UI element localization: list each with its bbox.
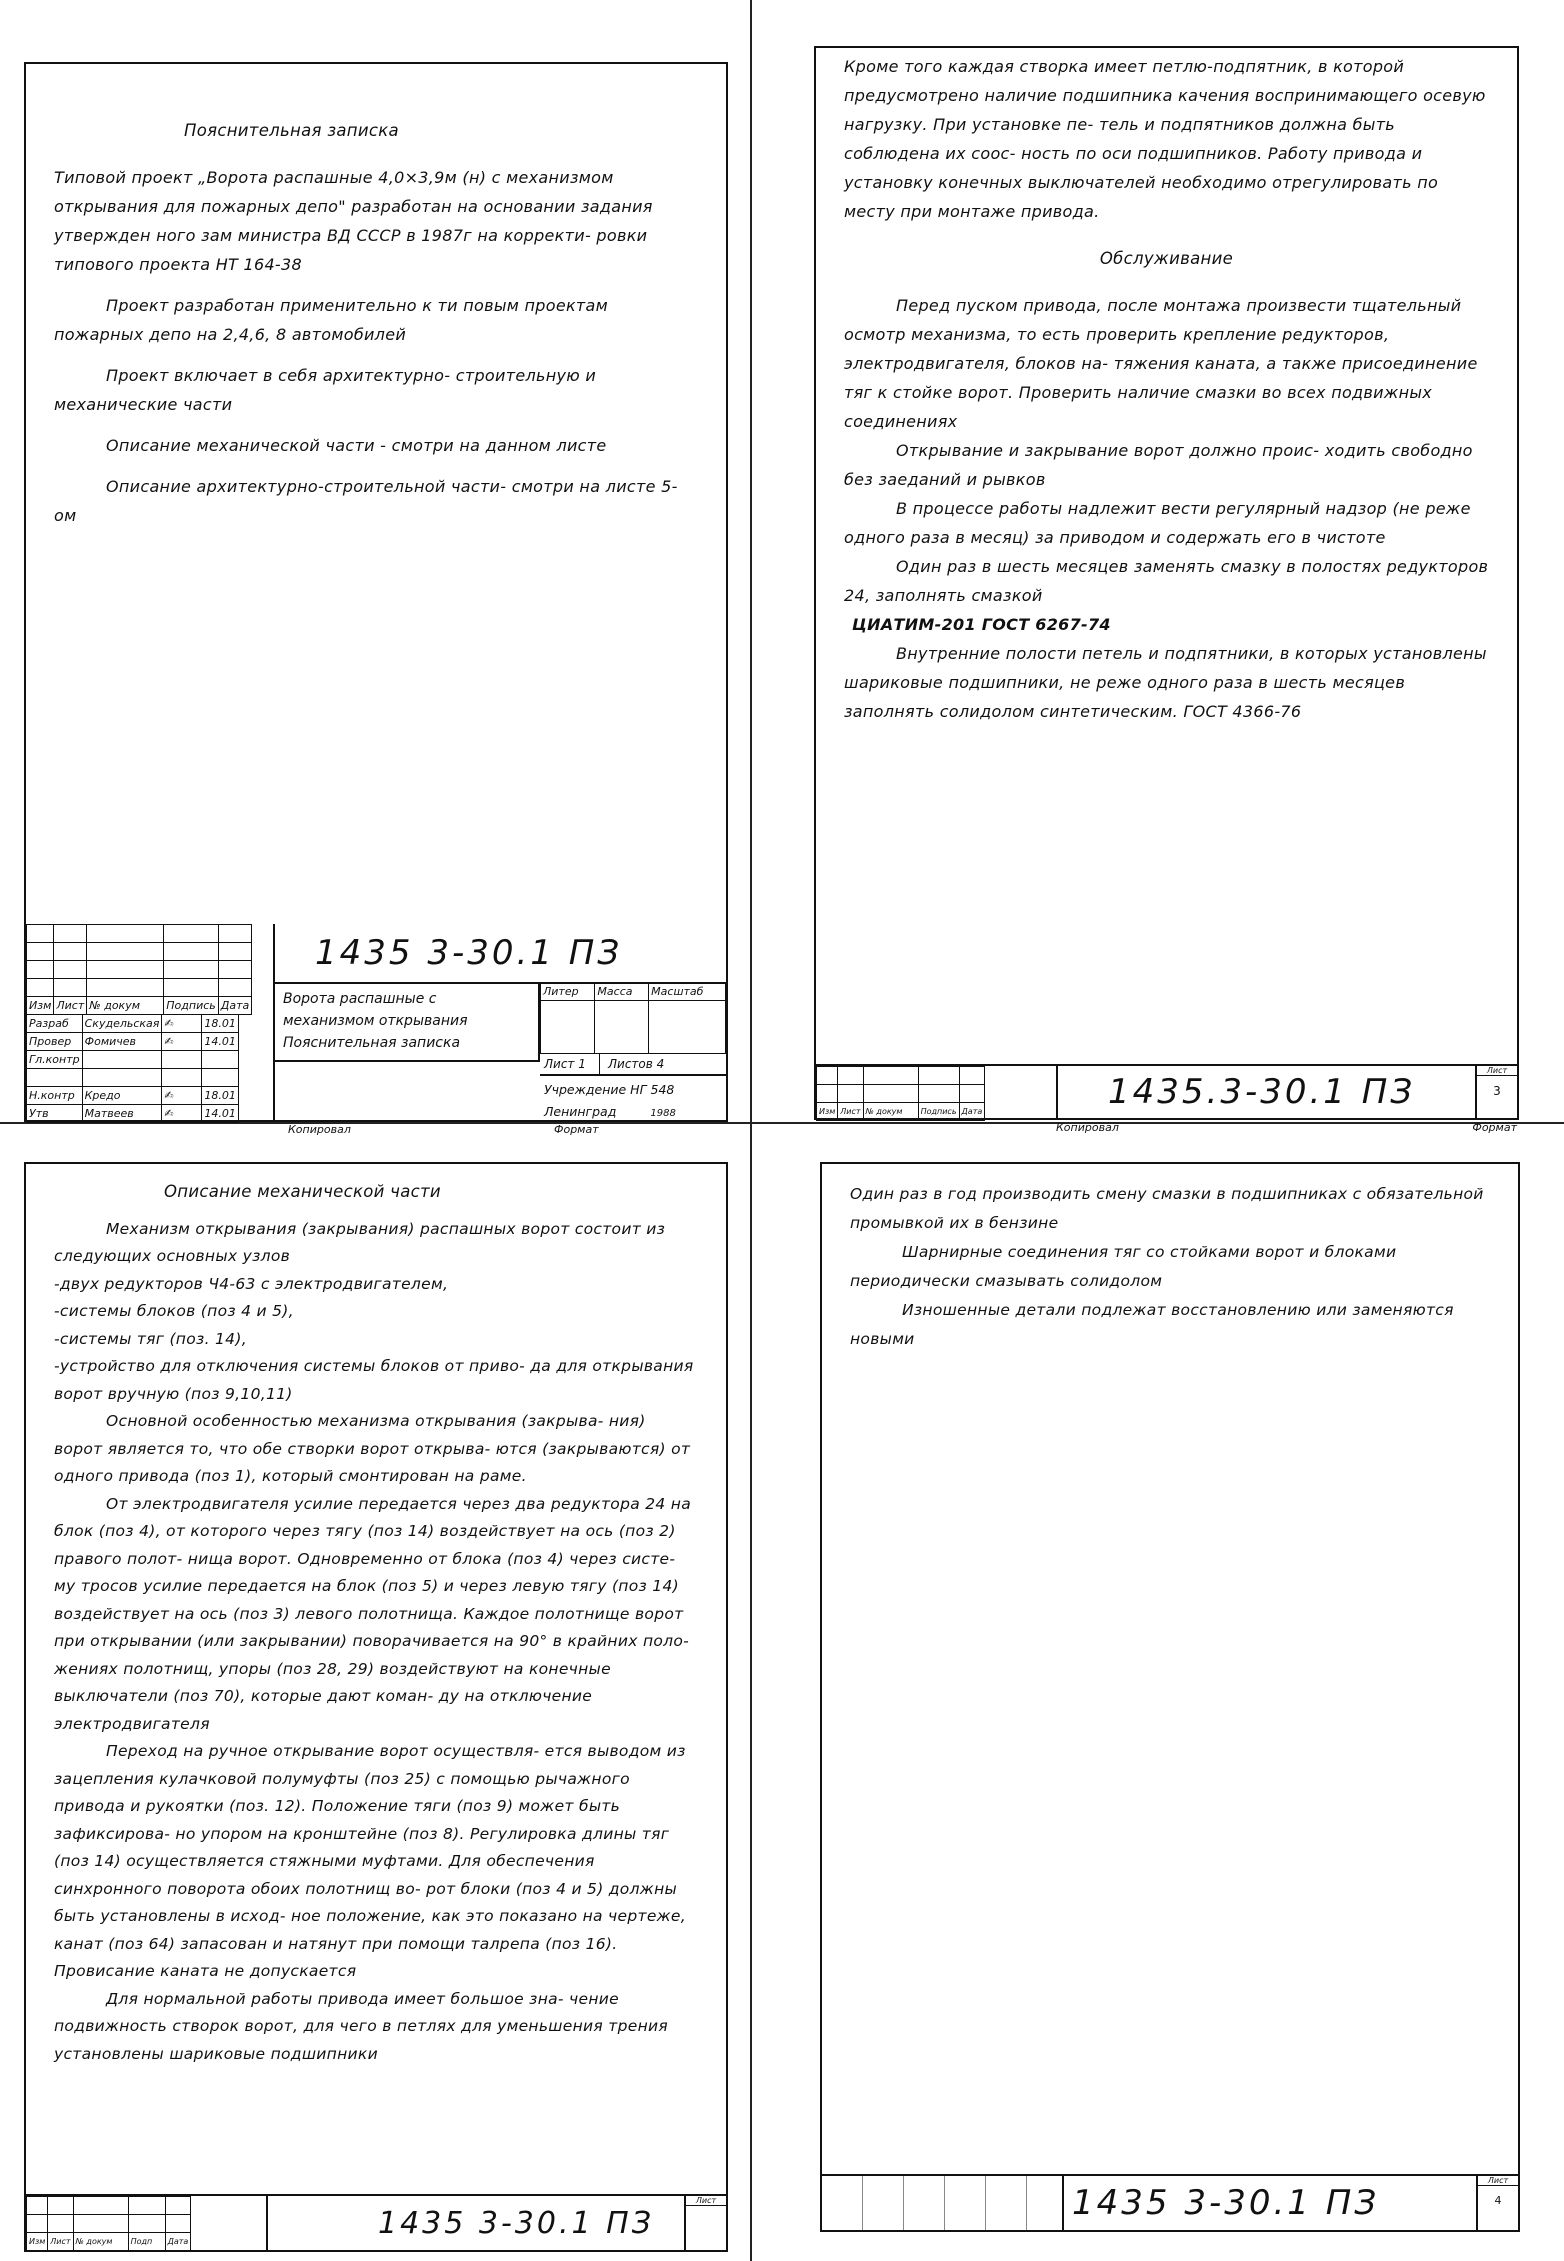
paragraph: Кроме того каждая створка имеет петлю-подпятник, в которой предусмотрено наличие подшипника качения воспринимающего осевую нагрузку. При установке пе- тель и подпятников должна быть соблюдена их соос- ность по оси подшипников. Работу привода и установку конечных выключателей необходимо отрегулировать по месту при монтаже привода. — [844, 57, 1492, 221]
name-line: Ворота распашные с — [283, 991, 437, 1007]
revision-table — [26, 2196, 191, 2251]
paragraph: Открывание и закрывание ворот должно проис- ходить свободно без заеданий и рывков — [844, 441, 1479, 489]
paragraph: Типовой проект „Ворота распашные 4,0×3,9м (н) с механизмом открывания для пожарных депо" разработан на основании задания утвержден ного зам министра ВД СССР в 1987г на корректи- ровки типового проекта НТ 164-38 — [54, 168, 659, 274]
copied-label: Копировал — [288, 1123, 351, 1136]
paragraph: От электродвигателя усилие передается через два редуктора 24 на блок (поз 4), от которого через тягу (поз 14) воздействует на ось (поз 2) правого полот- нища ворот. Одновременно от блока (поз 4) через систе- му тросов усилие передается на блок (поз 5) и через левую тягу (поз 14) воздействует на ось (поз 3) левого полотнища. Каждое полотнище ворот при открывании (или закрывании) поворачивается на 90° в крайних поло- жениях полотнищ, упоры (поз 28, 29) воздействуют на конечные выключатели (поз 70), которые дают коман- ду на отключение электродвигателя — [54, 1494, 697, 1733]
paragraph: Перед пуском привода, после монтажа произвести тщательный осмотр механизма, то есть проверить крепление редукторов, электродвигателя, блоков на- тяжения каната, а также присоединение тяг к стойке ворот. Проверить наличие смазки во всех подвижных соединениях — [844, 296, 1483, 431]
list-item: -двух редукторов Ч4-63 с электродвигателем, — [54, 1274, 449, 1293]
title-block-right — [273, 924, 726, 1120]
document-name — [275, 982, 540, 1062]
name: Матвеев — [82, 1105, 162, 1123]
paragraph: Основной особенностью механизма открывания (закрыва- ния) ворот является то, что обе створки ворот открыва- ются (закрываются) от одного привода (поз 1), который смонтирован на раме. — [54, 1412, 696, 1485]
organization — [540, 1076, 726, 1128]
section-heading: Обслуживание — [1099, 249, 1234, 268]
role: Провер — [27, 1033, 83, 1051]
role: Разраб — [27, 1015, 83, 1033]
col-doc: № докум — [863, 1103, 918, 1121]
title-block — [26, 2194, 726, 2250]
revision-table — [822, 2176, 1064, 2230]
title-block — [26, 924, 726, 1120]
col-date: Дата — [959, 1103, 985, 1121]
mass-label: Масса — [595, 983, 649, 1001]
sheets-count: Листов 4 — [608, 1057, 665, 1071]
col-sign: Подпись — [164, 997, 218, 1015]
list-item: -системы блоков (поз 4 и 5), — [54, 1302, 294, 1320]
format-label: Формат — [1472, 1121, 1517, 1134]
role: Н.контр — [27, 1087, 83, 1105]
paragraph: В процессе работы надлежит вести регулярный надзор (не реже одного раза в месяц) за приводом и содержать его в чистоте — [844, 499, 1477, 547]
sheet-2-body — [816, 48, 1517, 726]
signature: ✍ — [162, 1033, 202, 1051]
designation: 1435 3-30.1 ПЗ — [266, 2196, 686, 2250]
list-item: -устройство для отключения системы блоков от приво- да для открывания ворот вручную (поз 9,10,11) — [54, 1357, 694, 1403]
sheet-label: Лист 1 — [540, 1054, 600, 1074]
col-doc: № докум — [73, 2233, 128, 2251]
name-line: Пояснительная записка — [283, 1035, 461, 1051]
col-izm: Изм — [27, 2233, 48, 2251]
sheet-number-box — [1476, 2176, 1518, 2230]
paragraph: Один раз в шесть месяцев заменять смазку в полостях редукторов 24, заполнять смазкой — [844, 557, 1494, 605]
grease-spec: ЦИАТИМ-201 ГОСТ 6267-74 — [852, 615, 1111, 634]
page-divider-vertical — [750, 0, 752, 2261]
name: Скудельская — [82, 1015, 162, 1033]
paragraph: Переход на ручное открывание ворот осуществля- ется выводом из зацепления кулачковой полумуфты (поз 25) с помощью рычажного привода и рукоятки (поз. 12). Положение тяги (поз 9) может быть зафиксирова- но упором на кронштейне (поз 8). Регулировка длины тяг (поз 14) осуществляется стяжными муфтами. Для обеспечения синхронного поворота обоих полотнищ во- рот блоки (поз 4 и 5) должны быть установлены в исход- ное положение, как это показано на чертеже, канат (поз 64) запасован и натянут при помощи талрепа (поз 16). Провисание каната не допускается — [54, 1742, 692, 1980]
city: Ленинград — [544, 1104, 617, 1119]
name-line: механизмом открывания — [283, 1013, 468, 1029]
sheet-3-body — [26, 1164, 726, 2068]
sheet-1-title: Пояснительная записка — [184, 121, 399, 140]
sheet-number-box — [1475, 1066, 1517, 1118]
paragraph: Шарнирные соединения тяг со стойками ворот и блоками периодически смазывать солидолом — [850, 1243, 1402, 1290]
title-block — [816, 1064, 1517, 1118]
paragraph: Проект включает в себя архитектурно- строительную и механические части — [54, 366, 602, 414]
date: 14.01 — [202, 1105, 239, 1123]
col-list: Лист — [838, 1103, 863, 1121]
paragraph: Описание механической части - смотри на данном листе — [106, 436, 607, 455]
scale-label: Масштаб — [649, 983, 726, 1001]
col-sign: Подп — [128, 2233, 165, 2251]
sheet-number: 4 — [1494, 2194, 1502, 2207]
paragraph: Изношенные детали подлежат восстановлению или заменяются новыми — [850, 1301, 1459, 1348]
signature: ✍ — [162, 1015, 202, 1033]
list-item: -системы тяг (поз. 14), — [54, 1329, 247, 1348]
name: Фомичев — [82, 1033, 162, 1051]
col-date: Дата — [218, 997, 251, 1015]
col-doc: № докум — [87, 997, 164, 1015]
col-sign: Подпись — [918, 1103, 959, 1121]
sheet-4 — [820, 1162, 1520, 2232]
role: Утв — [27, 1105, 83, 1123]
sheet-label: Лист — [1477, 1066, 1517, 1076]
signature-table — [26, 1014, 239, 1123]
sheet-label: Лист — [686, 2196, 726, 2206]
paragraph: Один раз в год производить смену смазки в подшипниках с обязательной промывкой их в бензине — [850, 1185, 1489, 1232]
col-izm: Изм — [27, 997, 54, 1015]
paragraph: Внутренние полости петель и подпятники, в которых установлены шариковые подшипники, не реже одного раза в шесть месяцев заполнять солидолом синтетическим. ГОСТ 4366-76 — [844, 644, 1493, 721]
sheet-number: 3 — [1493, 1084, 1501, 1098]
name: Кредо — [82, 1087, 162, 1105]
date: 18.01 — [202, 1015, 239, 1033]
signature: ✍ — [162, 1087, 202, 1105]
col-list: Лист — [48, 2233, 73, 2251]
paragraph: Для нормальной работы привода имеет большое зна- чение подвижность створок ворот, для чего в петлях для уменьшения трения установлены шариковые подшипники — [54, 1989, 674, 2063]
section-heading: Описание механической части — [164, 1182, 441, 1201]
signature: ✍ — [162, 1105, 202, 1123]
paragraph: Описание архитектурно-строительной части- смотри на листе 5-ом — [54, 477, 678, 525]
date: 14.01 — [202, 1033, 239, 1051]
paragraph: Проект разработан применительно к ти повым проектам пожарных депо на 2,4,6, 8 автомобилей — [54, 296, 614, 344]
revision-table — [26, 924, 252, 1015]
paragraph: Механизм открывания (закрывания) распашных ворот состоит из следующих основных узлов — [54, 1219, 671, 1265]
role: Гл.контр — [27, 1051, 83, 1069]
sheet-number-box — [684, 2196, 726, 2250]
liter-mass-scale — [540, 982, 726, 1054]
designation: 1435 3-30.1 ПЗ — [1072, 2183, 1380, 2223]
sheet-label: Лист — [1478, 2176, 1518, 2186]
designation: 1435.3-30.1 ПЗ — [1056, 1066, 1477, 1118]
col-date: Дата — [165, 2233, 191, 2251]
col-izm: Изм — [817, 1103, 838, 1121]
format-label: Формат — [554, 1123, 599, 1136]
date: 18.01 — [202, 1087, 239, 1105]
sheet-2 — [814, 46, 1519, 1134]
revision-table — [816, 1066, 985, 1121]
copied-label: Копировал — [1056, 1121, 1119, 1134]
designation: 1435 3-30.1 ПЗ — [275, 924, 726, 984]
title-block — [822, 2174, 1518, 2230]
sheet-4-body — [822, 1164, 1518, 1354]
col-list: Лист — [54, 997, 87, 1015]
liter-label: Литер — [541, 983, 595, 1001]
year: 1988 — [650, 1108, 676, 1119]
sheet-3 — [24, 1162, 728, 2252]
sheet-1-body — [26, 64, 726, 542]
org-name: Учреждение НГ 548 — [544, 1082, 675, 1097]
sheet-1 — [24, 62, 728, 1136]
